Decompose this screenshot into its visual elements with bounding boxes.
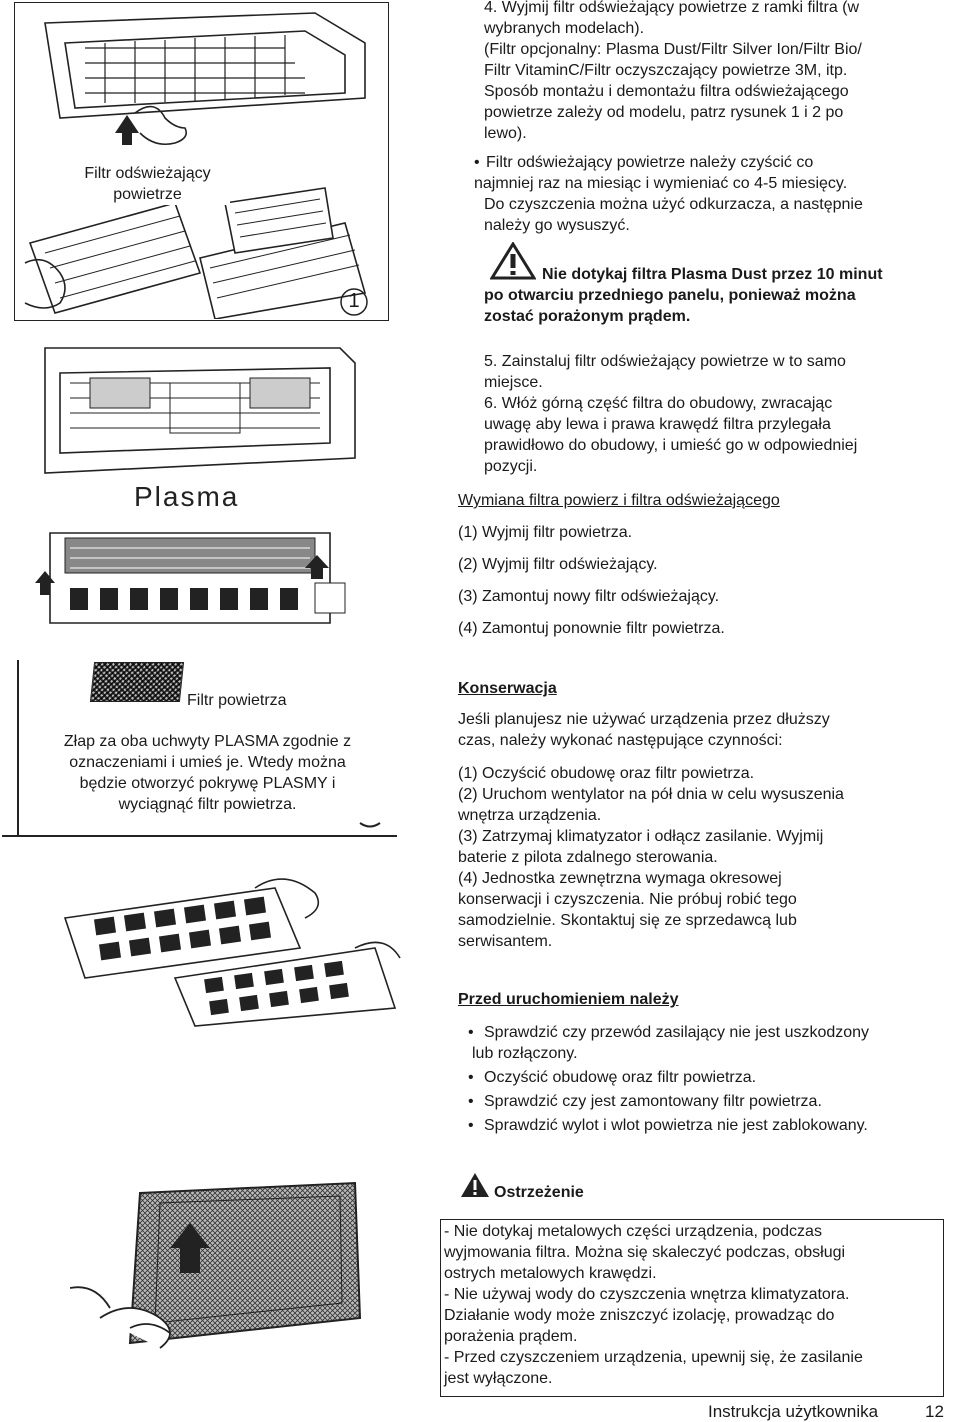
before-start-text: Oczyścić obudowę oraz filtr powietrza. [484,1069,757,1086]
maintenance-intro-line: czas, należy wykonać następujące czynności: [458,732,783,749]
bullet-dot-icon: • [468,1024,474,1041]
fig1-label: Filtr odświeżający powietrze [65,163,230,205]
before-start-heading: Przed uruchomieniem należy [458,991,679,1008]
maintenance-step-line: (3) Zatrzymaj klimatyzator i odłącz zasilanie. Wyjmij [458,828,824,845]
replace-steps [458,522,938,650]
bullet-dot-icon: • [468,1069,474,1086]
maintenance-step-line: konserwacji i czyszczenia. Nie próbuj robić tego [458,891,797,908]
figure-4-air-filter [70,1178,370,1353]
maintenance-step-line: (4) Jednostka zewnętrzna wymaga okresowej [458,870,782,887]
step4-line: Filtr VitaminC/Filtr oczyszczający powietrze 3M, itp. [484,62,848,79]
maintenance-step-line: baterie z pilota zdalnego sterowania. [458,849,718,866]
maintenance-step-line: samodzielnie. Skontaktuj się ze sprzedawcą lub [458,912,797,929]
step5-line: 5. Zainstaluj filtr odświeżający powietrze w to samo [484,353,846,370]
warning-line: - Nie dotykaj metalowych części urządzenia, podczas [444,1223,822,1240]
before-start-text: lub rozłączony. [472,1045,578,1062]
step5-line: prawidłowo do obudowy, i umieść go w odpowiedniej [484,437,858,454]
maintenance-intro-line: Jeśli planujesz nie używać urządzenia przez dłuższy [458,711,830,728]
figure-number: 1 [348,290,360,312]
before-start-item [468,1091,948,1112]
bullet-line: najmniej raz na miesiąc i wymieniać co 4-5 miesięcy. [474,175,848,192]
before-start-item [468,1115,948,1136]
replace-step: (4) Zamontuj ponownie filtr powietrza. [458,620,725,637]
step5-line: pozycji. [484,458,538,475]
air-filter-label: Filtr powietrza [187,692,287,709]
figure-2-plasma [30,343,390,643]
step4-line: (Filtr opcjonalny: Plasma Dust/Filtr Silver Ion/Filtr Bio/ [484,41,862,58]
step4-line: Sposób montażu i demontażu filtra odświeżającego [484,83,849,100]
left-box-edge [17,660,19,835]
bullet-dot-icon: • [474,154,480,171]
maintenance-step-line: (1) Oczyścić obudowę oraz filtr powietrza. [458,765,755,782]
maintenance-intro [458,709,938,751]
warning-line: - Przed czyszczeniem urządzenia, upewnij się, że zasilanie [444,1349,863,1366]
replace-step: (3) Zamontuj nowy filtr odświeżający. [458,588,720,605]
plasma-word: Plasma [134,481,240,512]
replace-step: (2) Wyjmij filtr odświeżający. [458,556,658,573]
left-box-mark [358,820,382,830]
maintenance-steps [458,763,938,952]
maintenance-heading: Konserwacja [458,680,557,697]
warning-line: - Nie używaj wody do czyszczenia wnętrza klimatyzatora. [444,1286,850,1303]
maintenance-step-line: serwisantem. [458,933,553,950]
warning-line: porażenia prądem. [444,1328,578,1345]
footer-label: Instrukcja użytkownika [708,1402,879,1421]
step5-line: miejsce. [484,374,543,391]
warning-line: ostrych metalowych krawędzi. [444,1265,657,1282]
bullet-line: należy go wysuszyć. [484,217,630,234]
warning-line: jest wyłączone. [444,1370,553,1387]
step4-block [484,0,954,144]
warning-heading-icon [460,1172,490,1198]
air-filter-graphic [90,662,184,702]
maintenance-step-line: wnętrza urządzenia. [458,807,602,824]
figure-1-frame [14,2,389,321]
before-start-item [468,1067,948,1088]
bullet-line: Do czyszczenia można użyć odkurzacza, a następnie [484,196,863,213]
plasma-warning-line: Nie dotykaj filtra Plasma Dust przez 10 minut [542,266,883,283]
replace-heading: Wymiana filtra powierz i filtra odświeżającego [458,492,780,509]
plasma-warning-line: po otwarciu przedniego panelu, ponieważ można [484,287,856,304]
plasma-caption [20,731,395,815]
plasma-caption-line: Złap za oba uchwyty PLASMA zgodnie z [63,733,352,750]
plasma-caption-line: wyciągnąć filtr powietrza. [118,796,297,813]
bullet-block [474,152,954,236]
before-start-item [468,1022,948,1043]
bullet-dot-icon: • [468,1117,474,1134]
before-start-list [468,1022,948,1136]
before-start-text: Sprawdzić czy przewód zasilający nie jest uszkodzony [484,1024,870,1041]
before-start-text: Sprawdzić czy jest zamontowany filtr powietrza. [484,1093,822,1110]
warning-line: Działanie wody może zniszczyć izolację, prowadząc do [444,1307,835,1324]
step4-line: 4. Wyjmij filtr odświeżający powietrze z ramki filtra (w [484,0,860,16]
bullet-dot-icon: • [468,1093,474,1110]
plasma-warning [484,264,954,327]
plasma-caption-line: oznaczeniami i umieś je. Wtedy można [69,754,346,771]
replace-step: (1) Wyjmij filtr powietrza. [458,524,633,541]
warning-line: wyjmowania filtra. Można się skaleczyć podczas, obsługi [444,1244,846,1261]
page-number: 12 [925,1402,944,1421]
bullet-line: Filtr odświeżający powietrze należy czyścić co [486,154,814,171]
left-box-bottom [2,835,397,837]
filter-removal-illustration [15,3,387,319]
plasma-warning-line: zostać porażonym prądem. [484,308,691,325]
step5-line: uwagę aby lewa i prawa krawędź filtra przylegała [484,416,831,433]
step4-line: lewo). [484,125,527,142]
figure-3-filters [55,878,405,1028]
step5-block [484,351,954,477]
plasma-caption-line: będzie otworzyć pokrywę PLASMY i [79,775,336,792]
before-start-text: Sprawdzić wylot i wlot powietrza nie jest zablokowany. [484,1117,868,1134]
warning-heading: Ostrzeżenie [494,1184,584,1201]
step4-line: wybranych modelach). [484,20,645,37]
step4-line: powietrze zależy od modelu, patrz rysunek 1 i 2 po [484,104,844,121]
maintenance-step-line: (2) Uruchom wentylator na pół dnia w celu wysuszenia [458,786,844,803]
warning-box [440,1219,944,1397]
step5-line: 6. Włóż górną część filtra do obudowy, zwracając [484,395,833,412]
